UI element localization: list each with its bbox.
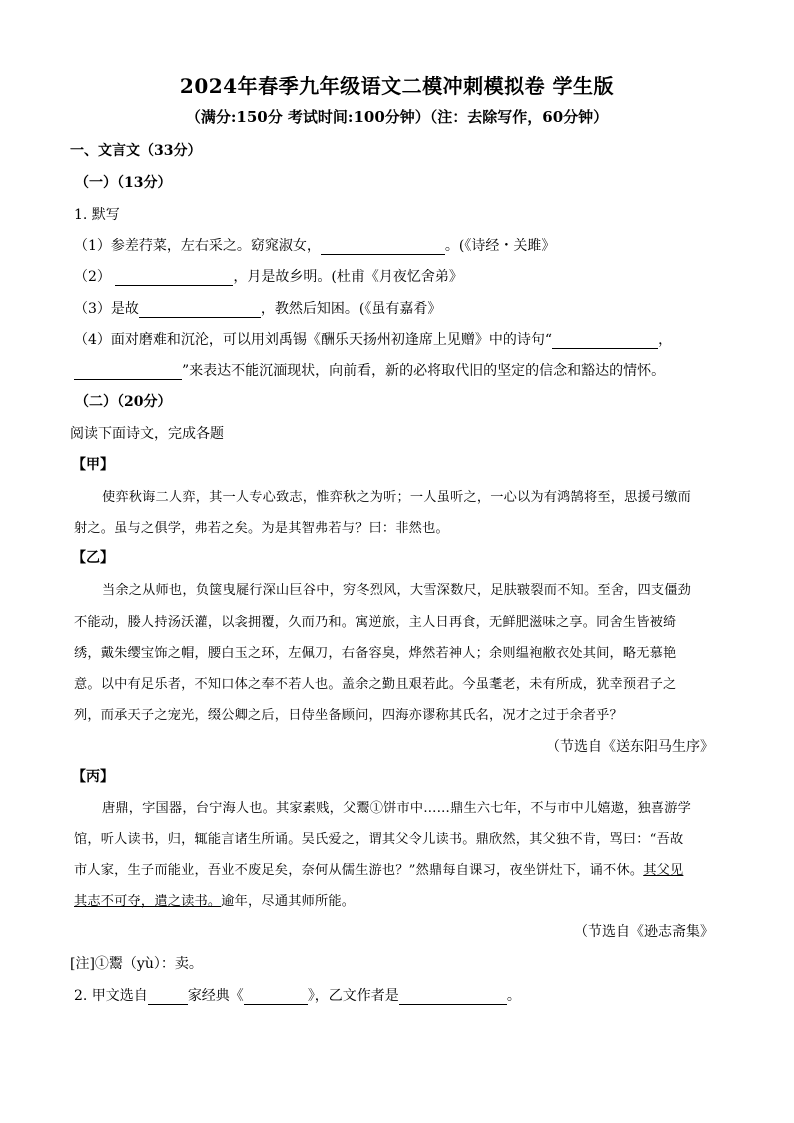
passage-label-jia: 【甲】: [72, 457, 114, 473]
passage-bing-text: 逾年，尽通其师所能。: [221, 894, 356, 909]
q1-1-source: 。(《诗经・关雎》: [444, 238, 556, 254]
question-1-1: [74, 235, 555, 255]
passage-bing-source: （节选自《逊志斋集》: [574, 924, 714, 940]
passage-yi-line: 意。以中有足乐者，不知口体之奉不若人也。盖余之勤且艰若此。今虽耄老，未有所成，犹幸预君子之: [74, 677, 677, 692]
q1-2-source: ，月是故乡明。(杜甫《月夜忆舍弟》: [233, 269, 463, 285]
passage-bing-line: 唐鼎，字国器，台宁海人也。其家素贱，父鬻①饼市中……鼎生六七年，不与市中儿嬉遨，独喜游学: [102, 801, 692, 816]
q1-4-rest: ”来表达不能沉湎现状，向前看，新的必将取代旧的坚定的信念和豁达的情怀。: [182, 363, 666, 379]
q2-text: 》，乙文作者是: [307, 988, 399, 1004]
passage-label-yi: 【乙】: [72, 550, 114, 566]
q2-text: 2. 甲文选自: [74, 988, 148, 1004]
underlined-sentence: 其父见: [643, 863, 684, 878]
q1-2-text: （2）: [74, 269, 111, 285]
answer-blank[interactable]: [321, 239, 445, 255]
q1-1-text: （1）参差荇菜，左右采之。窈窕淑女，: [74, 238, 321, 254]
question-1: 1. 默写: [74, 207, 120, 223]
q1-4-text: （4）面对磨难和沉沦，可以用刘禹锡《酬乐天扬州初逢席上见赠》中的诗句“: [74, 332, 553, 348]
question-1-2: [74, 266, 463, 286]
section-heading: 一、文言文（33分）: [70, 143, 202, 159]
passage-bing-text: 市人家，生子而能业，吾业不废足矣，奈何从儒生游也？”然鼎每自课习，夜坐饼灶下，诵不休。: [74, 863, 644, 878]
question-1-3: [74, 298, 441, 318]
footnote: [注]①鬻（yù）：卖。: [70, 956, 203, 972]
q1-4-comma: ，: [658, 332, 673, 348]
passage-yi-line: 不能动，媵人持汤沃灌，以衾拥覆，久而乃和。寓逆旅，主人日再食，无鲜肥滋味之享。同舍生皆被绮: [74, 615, 677, 630]
part-heading: （二）（20分）: [75, 394, 172, 410]
passage-yi-line: 当余之从师也，负箧曳屣行深山巨谷中，穷冬烈风，大雪深数尺，足肤皲裂而不知。至舍，四支僵劲: [102, 583, 692, 598]
q2-text: 家经典《: [187, 988, 244, 1004]
part-heading: （一）（13分）: [75, 175, 172, 191]
passage-yi-line: 绣，戴朱缨宝饰之帽，腰白玉之环，左佩刀，右备容臭，烨然若神人；余则缊袍敝衣处其间，略无慕艳: [74, 646, 677, 661]
underlined-sentence: 其志不可夺，遣之读书。: [74, 894, 222, 909]
passage-yi-source: （节选自《送东阳马生序》: [546, 739, 714, 755]
answer-blank[interactable]: [139, 302, 261, 318]
answer-blank[interactable]: [148, 989, 188, 1005]
question-1-4: [74, 329, 672, 349]
instruction: 阅读下面诗文，完成各题: [70, 426, 224, 442]
passage-jia-line: 射之。虽与之俱学，弗若之矣。为是其智弗若与？曰：非然也。: [74, 521, 449, 536]
passage-bing-line: [74, 890, 355, 909]
q1-3-source: ，教然后知困。(《虽有嘉肴》: [260, 301, 442, 317]
passage-yi-line: 列，而承天子之宠光，缀公卿之后，日侍坐备顾问，四海亦谬称其氏名，况才之过于余者乎？: [74, 708, 623, 723]
q2-text: 。: [506, 988, 521, 1004]
answer-blank[interactable]: [74, 364, 182, 380]
answer-blank[interactable]: [244, 989, 308, 1005]
answer-blank[interactable]: [552, 333, 658, 349]
passage-bing-line: 馆，听人读书，归，辄能言诸生所诵。吴氏爱之，谓其父令儿读书。鼎欣然，其父独不肯，骂曰：“吾故: [74, 832, 684, 847]
passage-label-bing: 【丙】: [72, 769, 114, 785]
q1-3-text: （3）是故: [74, 301, 139, 317]
answer-blank[interactable]: [115, 270, 233, 286]
question-1-4-cont: [74, 360, 665, 380]
question-2: [74, 985, 521, 1005]
answer-blank[interactable]: [399, 989, 507, 1005]
page-title: 2024年春季九年级语文二模冲刺模拟卷 学生版: [179, 74, 615, 98]
page-subtitle: （满分:150分 考试时间:100分钟）（注：去除写作，60分钟）: [185, 108, 609, 126]
passage-jia-line: 使弈秋诲二人弈，其一人专心致志，惟弈秋之为听；一人虽听之，一心以为有鸿鹄将至，思援弓缴而: [102, 490, 692, 505]
passage-bing-line: [74, 859, 683, 878]
